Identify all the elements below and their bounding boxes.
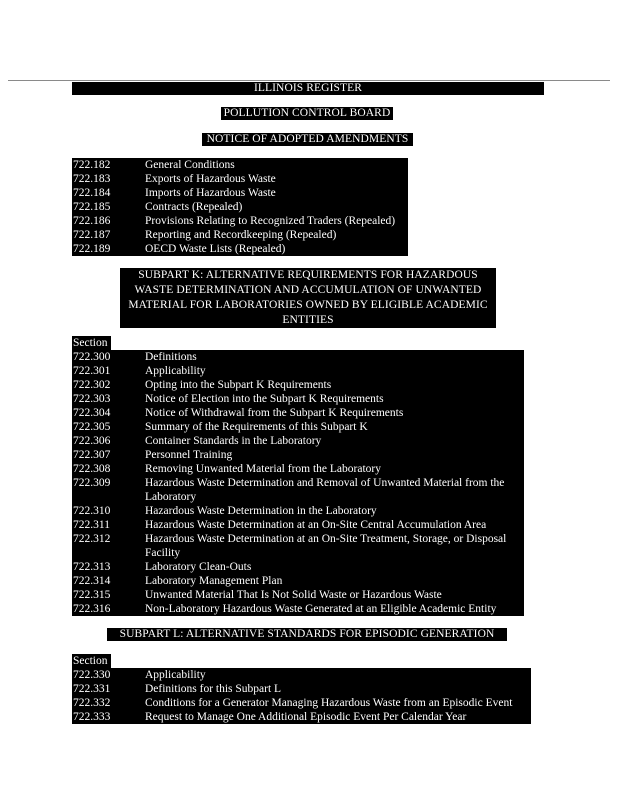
section-number: 722.305	[73, 421, 111, 433]
list-item	[72, 172, 408, 186]
list-item	[72, 462, 524, 476]
list-item	[72, 406, 524, 420]
section-number: 722.189	[73, 243, 111, 255]
section-title: Applicability	[145, 669, 206, 681]
section-number: 722.306	[73, 435, 111, 447]
section-title: Hazardous Waste Determination at an On-Site Treatment, Storage, or Disposal Facility	[145, 533, 507, 559]
section-title: Notice of Election into the Subpart K Requirements	[145, 393, 384, 405]
section-title: Notice of Withdrawal from the Subpart K Requirements	[145, 407, 404, 419]
section-title: Laboratory Management Plan	[145, 575, 283, 587]
list-item	[72, 214, 408, 228]
section-list-subpart-k	[72, 350, 524, 616]
list-item	[72, 350, 524, 364]
list-item	[72, 682, 531, 696]
section-title: Applicability	[145, 365, 206, 377]
section-label: Section	[72, 654, 111, 668]
list-item	[72, 696, 531, 710]
top-rule	[8, 80, 610, 81]
section-number: 722.330	[73, 669, 111, 681]
section-number: 722.300	[73, 351, 111, 363]
section-number: 722.331	[73, 683, 111, 695]
list-item	[72, 228, 408, 242]
list-item	[72, 476, 524, 504]
section-list-subpart-l	[72, 668, 531, 724]
section-number: 722.304	[73, 407, 111, 419]
section-title: Contracts (Repealed)	[145, 201, 243, 213]
section-number: 722.182	[73, 159, 111, 171]
section-title: OECD Waste Lists (Repealed)	[145, 243, 286, 255]
section-number: 722.307	[73, 449, 111, 461]
section-list-group-1	[72, 158, 408, 256]
section-number: 722.186	[73, 215, 111, 227]
list-item	[72, 710, 531, 724]
section-number: 722.308	[73, 463, 111, 475]
subpart-k-heading: SUBPART K: ALTERNATIVE REQUIREMENTS FOR HAZARDOUS WASTE DETERMINATION AND ACCUMULATION OF UNWANTED MATERIAL FOR LABORATORIES OWNED BY ELIGIBLE ACADEMIC ENTITIES	[120, 268, 496, 328]
list-item	[72, 158, 408, 172]
section-number: 722.314	[73, 575, 111, 587]
section-title: Imports of Hazardous Waste	[145, 187, 276, 199]
section-number: 722.312	[73, 533, 111, 545]
list-item	[72, 588, 524, 602]
section-title: Request to Manage One Additional Episodic Event Per Calendar Year	[145, 711, 467, 723]
list-item	[72, 378, 524, 392]
section-title: Definitions for this Subpart L	[145, 683, 282, 695]
section-label: Section	[72, 336, 111, 350]
list-item	[72, 420, 524, 434]
list-item	[72, 364, 524, 378]
list-item	[72, 532, 524, 560]
subpart-l-heading: SUBPART L: ALTERNATIVE STANDARDS FOR EPISODIC GENERATION	[107, 628, 507, 641]
section-number: 722.332	[73, 697, 111, 709]
section-title: Laboratory Clean-Outs	[145, 561, 252, 573]
section-number: 722.187	[73, 229, 111, 241]
list-item	[72, 668, 531, 682]
section-title: Hazardous Waste Determination at an On-Site Central Accumulation Area	[145, 519, 487, 531]
list-item	[72, 448, 524, 462]
section-title: Definitions	[145, 351, 197, 363]
list-item	[72, 602, 524, 616]
list-item	[72, 504, 524, 518]
section-title: Container Standards in the Laboratory	[145, 435, 322, 447]
list-item	[72, 434, 524, 448]
list-item	[72, 200, 408, 214]
section-number: 722.333	[73, 711, 111, 723]
section-title: Conditions for a Generator Managing Hazardous Waste from an Episodic Event	[145, 697, 513, 709]
list-item	[72, 518, 524, 532]
section-title: Non-Laboratory Hazardous Waste Generated at an Eligible Academic Entity	[145, 603, 497, 615]
section-title: Removing Unwanted Material from the Laboratory	[145, 463, 381, 475]
section-title: Hazardous Waste Determination and Removal of Unwanted Material from the Laboratory	[145, 477, 505, 503]
list-item	[72, 560, 524, 574]
section-number: 722.184	[73, 187, 111, 199]
section-number: 722.309	[73, 477, 111, 489]
notice-title: NOTICE OF ADOPTED AMENDMENTS	[202, 133, 413, 146]
section-title: Opting into the Subpart K Requirements	[145, 379, 332, 391]
register-title: ILLINOIS REGISTER	[72, 82, 544, 95]
section-title: Hazardous Waste Determination in the Laboratory	[145, 505, 377, 517]
section-number: 722.185	[73, 201, 111, 213]
section-title: Summary of the Requirements of this Subpart K	[145, 421, 368, 433]
board-title: POLLUTION CONTROL BOARD	[221, 107, 393, 120]
section-title: General Conditions	[145, 159, 235, 171]
section-number: 722.301	[73, 365, 111, 377]
section-number: 722.183	[73, 173, 111, 185]
section-number: 722.303	[73, 393, 111, 405]
section-title: Unwanted Material That Is Not Solid Waste or Hazardous Waste	[145, 589, 442, 601]
section-number: 722.310	[73, 505, 111, 517]
section-number: 722.311	[73, 519, 110, 531]
section-title: Provisions Relating to Recognized Traders (Repealed)	[145, 215, 396, 227]
section-title: Exports of Hazardous Waste	[145, 173, 276, 185]
section-number: 722.316	[73, 603, 111, 615]
list-item	[72, 186, 408, 200]
section-title: Reporting and Recordkeeping (Repealed)	[145, 229, 337, 241]
section-number: 722.315	[73, 589, 111, 601]
list-item	[72, 392, 524, 406]
section-number: 722.313	[73, 561, 111, 573]
section-number: 722.302	[73, 379, 111, 391]
list-item	[72, 574, 524, 588]
list-item	[72, 242, 408, 256]
section-title: Personnel Training	[145, 449, 233, 461]
